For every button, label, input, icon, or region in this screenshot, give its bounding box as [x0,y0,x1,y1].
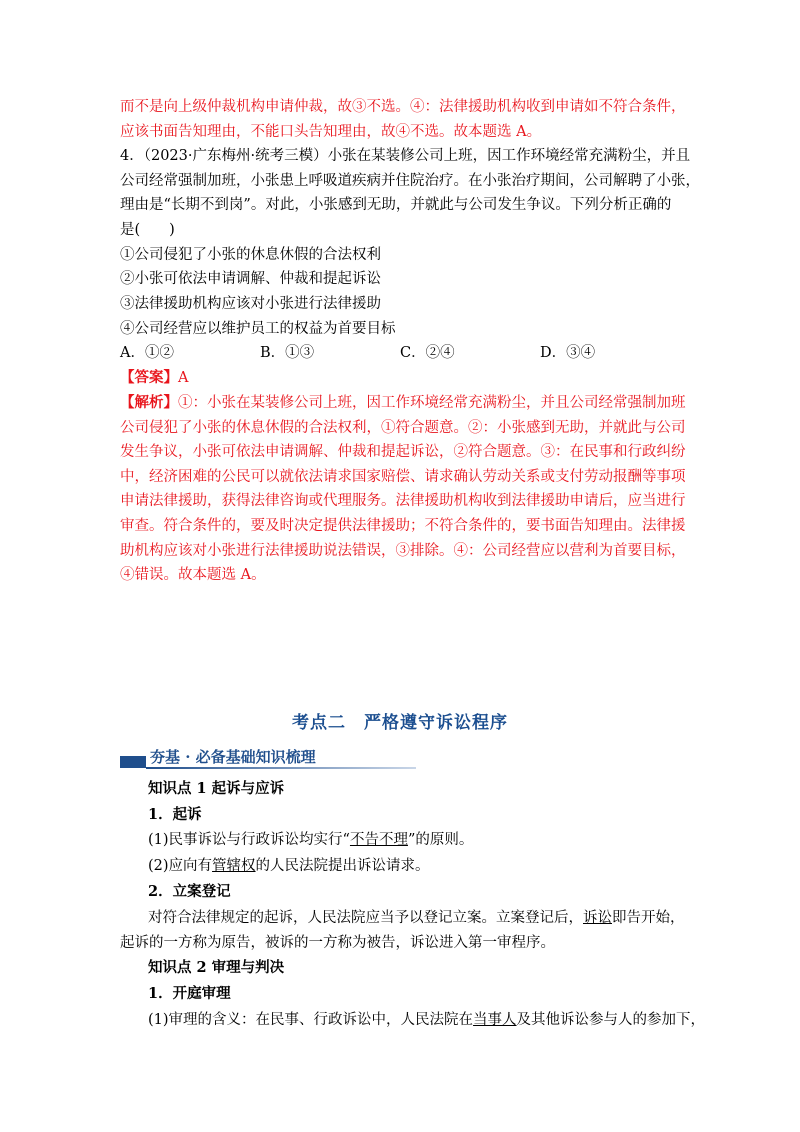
option-d: D．③④ [540,345,596,361]
question-stem: 4．（2023·广东梅州·统考三模）小张在某装修公司上班，因工作环境经常充满粉尘，并且 [120,148,691,164]
section-title: 考点二 严格遵守诉讼程序 [292,713,508,733]
knowledge-item: (1)审理的含义：在民事、行政诉讼中，人民法院在当事人及其他诉讼参与人的参加下， [148,1012,706,1028]
question-stem: 理由是“长期不到岗”。对此，小张感到无助，并就此与公司发生争议。下列分析正确的 [120,197,672,213]
statement-4: ④公司经营应以维护员工的权益为首要目标 [120,321,396,337]
subheading: 2．立案登记 [148,883,231,900]
banner-rule [146,767,416,769]
banner-bar [120,756,146,768]
analysis-line: 发生争议，小张可依法申请调解、仲裁和提起诉讼，②符合题意。③：在民事和行政纠纷 [120,444,686,460]
analysis-line: 公司侵犯了小张的休息休假的合法权利，①符合题意。②：小张感到无助，并就此与公司 [120,420,686,436]
underlined-term: 管辖权 [212,858,256,874]
statement-3: ③法律援助机构应该对小张进行法律援助 [120,296,381,312]
knowledge-heading-2: 知识点 2 审理与判决 [148,959,285,976]
analysis-line: 助机构应该对小张进行法律援助说法错误，③排除。④：公司经营应以营利为首要目标， [120,543,686,559]
underlined-term: 诉讼 [583,910,612,926]
section-banner [120,744,410,770]
option-b: B．①③ [260,345,315,361]
explanation-line: 而不是向上级仲裁机构申请仲裁，故③不选。④：法律援助机构收到申请如不符合条件， [120,99,686,115]
underlined-term: 当事人 [473,1012,517,1028]
explanation-line: 应该书面告知理由，不能口头告知理由，故④不选。故本题选 A。 [120,124,542,140]
option-c: C．②④ [400,345,455,361]
analysis-label: 【解析】 [120,394,178,411]
analysis-line: 中，经济困难的公民可以就依法请求国家赔偿、请求确认劳动关系或支付劳动报酬等事项 [120,469,686,485]
analysis-line: ④错误。故本题选 A。 [120,567,266,583]
question-stem: 公司经常强制加班，小张患上呼吸道疾病并住院治疗。在小张治疗期间，公司解聘了小张， [120,173,700,189]
question-stem: 是( ) [120,222,175,238]
analysis-line: 【解析】①：小张在某装修公司上班，因工作环境经常充满粉尘，并且公司经常强制加班 [120,394,686,411]
knowledge-item: (1)民事诉讼与行政诉讼均实行“不告不理”的原则。 [148,832,474,848]
option-a: A．①② [120,345,174,361]
statement-2: ②小张可依法申请调解、仲裁和提起诉讼 [120,271,381,287]
analysis-line: 审查。符合条件的，要及时决定提供法律援助；不符合条件的，要书面告知理由。法律援 [120,518,686,534]
banner-text: 夯基 · 必备基础知识梳理 [150,748,316,766]
underlined-term: 不告不理 [349,832,408,848]
subheading: 1．起诉 [148,806,202,823]
analysis-line: 申请法律援助，获得法律咨询或代理服务。法律援助机构收到法律援助申请后，应当进行 [120,493,686,509]
statement-1: ①公司侵犯了小张的休息休假的合法权利 [120,247,381,263]
knowledge-paragraph: 起诉的一方称为原告，被诉的一方称为被告，诉讼进入第一审程序。 [120,935,555,951]
subheading: 1．开庭审理 [148,985,231,1002]
knowledge-heading-1: 知识点 1 起诉与应诉 [148,780,285,797]
answer-value: A [178,370,189,386]
answer-label: 【答案】 [120,369,178,386]
knowledge-paragraph: 对符合法律规定的起诉，人民法院应当予以登记立案。立案登记后，诉讼即告开始， [148,910,685,926]
knowledge-item: (2)应向有管辖权的人民法院提出诉讼请求。 [148,858,430,874]
answer-line [120,368,188,388]
